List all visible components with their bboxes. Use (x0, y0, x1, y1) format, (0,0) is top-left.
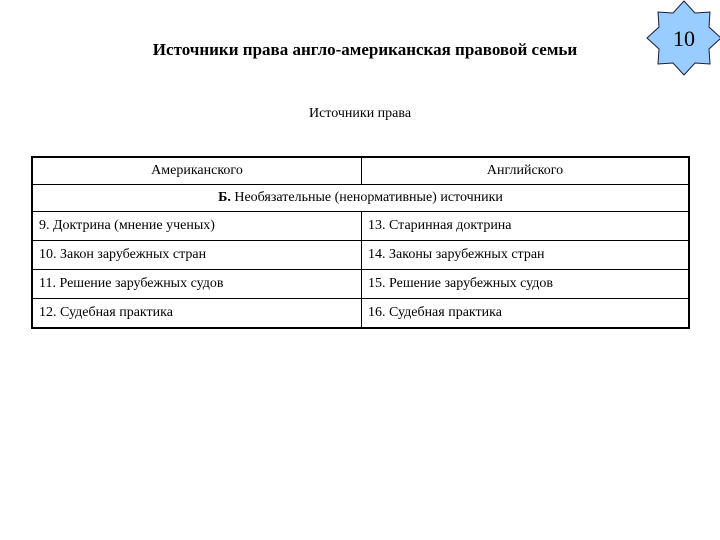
table-row (32, 241, 689, 270)
cell: 10. Закон зарубежных стран (32, 241, 362, 270)
section-text: Необязательные (ненормативные) источники (230, 190, 503, 205)
cell: 13. Старинная доктрина (362, 212, 690, 241)
slide-number: 10 (673, 26, 695, 51)
cell: 9. Доктрина (мнение ученых) (32, 212, 362, 241)
section-row (32, 185, 689, 212)
cell: 12. Судебная практика (32, 299, 362, 329)
cell: 11. Решение зарубежных судов (32, 270, 362, 299)
cell: 15. Решение зарубежных судов (362, 270, 690, 299)
table-row (32, 299, 689, 329)
cell: 14. Законы зарубежных стран (362, 241, 690, 270)
table-row (32, 212, 689, 241)
table-caption: Источники права (308, 106, 412, 121)
slide-title: Источники права англо-американская правовой семьи (152, 40, 578, 59)
sources-table (31, 156, 690, 329)
slide-number-star-icon (646, 0, 720, 76)
header-american: Американского (32, 157, 362, 185)
table-row (32, 270, 689, 299)
table-header-row (32, 157, 689, 185)
header-english: Английского (362, 157, 690, 185)
section-prefix: Б. (218, 190, 231, 205)
section-heading (32, 185, 689, 212)
cell: 16. Судебная практика (362, 299, 690, 329)
